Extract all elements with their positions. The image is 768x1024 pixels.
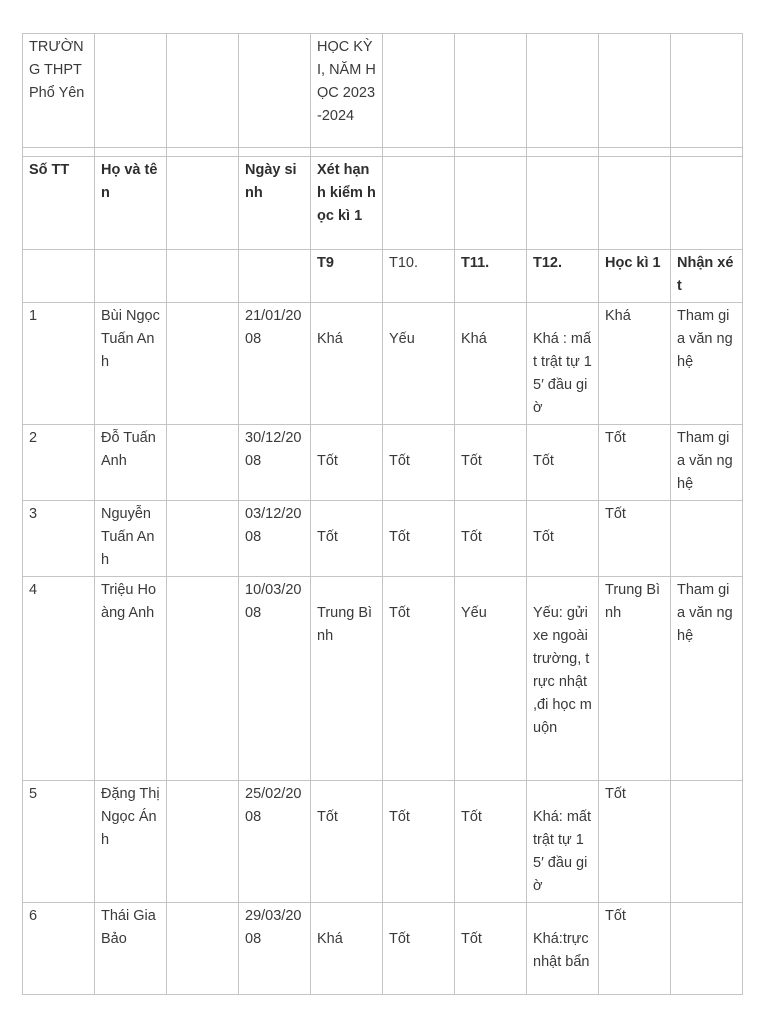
title-row	[23, 34, 743, 148]
table-row	[23, 781, 743, 903]
t11-cell: Tốt	[461, 931, 482, 947]
name-cell: Nguyễn Tuấn Anh	[95, 501, 167, 577]
t12-cell: Tốt	[533, 529, 554, 545]
dob-cell: 21/01/2008	[239, 303, 311, 425]
t10-cell: Yếu	[389, 331, 415, 347]
stt-cell: 1	[23, 303, 95, 425]
t11-cell: Khá	[461, 331, 487, 347]
spacer-row	[23, 148, 743, 157]
month-header-row	[23, 250, 743, 303]
stt-cell: 5	[23, 781, 95, 903]
stt-cell: 4	[23, 577, 95, 781]
header-row	[23, 157, 743, 250]
name-cell: Đỗ Tuấn Anh	[95, 425, 167, 501]
col-header-name: Họ và tên	[95, 157, 167, 250]
note-cell: Tham gia văn nghệ	[671, 425, 743, 501]
hk1-cell: Tốt	[599, 501, 671, 577]
col-header-t10: T10.	[383, 250, 455, 303]
t10-cell: Tốt	[389, 605, 410, 621]
t12-cell: Khá:trực nhật bẩn	[533, 931, 590, 970]
hk1-cell: Khá	[599, 303, 671, 425]
t9-cell: Tốt	[317, 453, 338, 469]
conduct-table	[22, 33, 743, 995]
dob-cell: 03/12/2008	[239, 501, 311, 577]
t12-cell: Yếu: gửi xe ngoài trường, trực nhật ,đi học muộn	[533, 605, 592, 736]
t10-cell: Tốt	[389, 931, 410, 947]
table-row	[23, 903, 743, 995]
note-cell	[671, 781, 743, 903]
dob-cell: 29/03/2008	[239, 903, 311, 995]
note-cell	[671, 903, 743, 995]
stt-cell: 3	[23, 501, 95, 577]
hk1-cell: Tốt	[599, 903, 671, 995]
note-cell: Tham gia văn nghệ	[671, 303, 743, 425]
col-header-dob: Ngày sinh	[239, 157, 311, 250]
t9-cell: Tốt	[317, 529, 338, 545]
stt-cell: 2	[23, 425, 95, 501]
table-row	[23, 577, 743, 781]
t11-cell: Tốt	[461, 453, 482, 469]
dob-cell: 10/03/2008	[239, 577, 311, 781]
t9-cell: Khá	[317, 331, 343, 347]
hk1-cell: Tốt	[599, 781, 671, 903]
name-cell: Đặng Thị Ngọc Ánh	[95, 781, 167, 903]
table-row	[23, 501, 743, 577]
col-header-t12: T12.	[527, 250, 599, 303]
term-title: HỌC KỲ I, NĂM HỌC 2023-2024	[311, 34, 383, 148]
t9-cell: Khá	[317, 931, 343, 947]
t10-cell: Tốt	[389, 529, 410, 545]
t11-cell: Tốt	[461, 529, 482, 545]
col-header-hk1: Học kì 1	[599, 250, 671, 303]
note-cell: Tham gia văn nghệ	[671, 577, 743, 781]
note-cell	[671, 501, 743, 577]
dob-cell: 30/12/2008	[239, 425, 311, 501]
t10-cell: Tốt	[389, 453, 410, 469]
t11-cell: Yếu	[461, 605, 487, 621]
stt-cell: 6	[23, 903, 95, 995]
name-cell: Bùi Ngọc Tuấn Anh	[95, 303, 167, 425]
t9-cell: Trung Bình	[317, 605, 373, 644]
table-row	[23, 303, 743, 425]
t11-cell: Tốt	[461, 809, 482, 825]
t12-cell: Khá: mất trật tự 15′ đầu giờ	[533, 809, 592, 894]
hk1-cell: Tốt	[599, 425, 671, 501]
dob-cell: 25/02/2008	[239, 781, 311, 903]
name-cell: Thái Gia Bảo	[95, 903, 167, 995]
t12-cell: Khá : mất trật tự 15′ đầu giờ	[533, 331, 592, 416]
col-header-note: Nhận xét	[671, 250, 743, 303]
t9-cell: Tốt	[317, 809, 338, 825]
hk1-cell: Trung Bình	[599, 577, 671, 781]
col-header-t11: T11.	[455, 250, 527, 303]
col-header-stt: Số TT	[23, 157, 95, 250]
name-cell: Triệu Hoàng Anh	[95, 577, 167, 781]
table-row	[23, 425, 743, 501]
col-header-conduct: Xét hạnh kiểm học kì 1	[311, 157, 383, 250]
col-header-t9: T9	[311, 250, 383, 303]
t10-cell: Tốt	[389, 809, 410, 825]
t12-cell: Tốt	[533, 453, 554, 469]
school-name: TRƯỜNG THPT Phổ Yên	[23, 34, 95, 148]
